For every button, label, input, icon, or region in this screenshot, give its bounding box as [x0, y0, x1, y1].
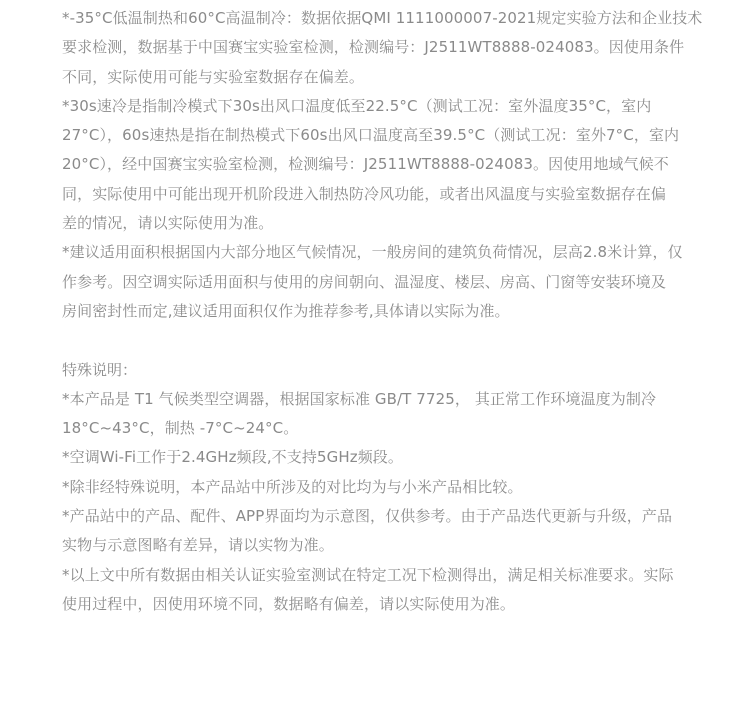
text-line: *30s速冷是指制冷模式下30s出风口温度低至22.5°C（测试工况：室外温度35°C，室内	[62, 96, 652, 115]
text-line: *本产品是 T1 气候类型空调器，根据国家标准 GB/T 7725， 其正常工作环境温度为制冷	[62, 389, 657, 408]
text-line: *建议适用面积根据国内大部分地区气候情况，一般房间的建筑负荷情况，层高2.8米计算，仅	[62, 243, 683, 262]
special-item-climate-type	[62, 385, 702, 444]
disclaimer-document	[62, 4, 702, 619]
text-line: 18°C~43°C，制热 -7°C~24°C。	[62, 419, 299, 438]
special-notes-section	[62, 356, 702, 620]
text-line: 要求检测，数据基于中国赛宝实验室检测，检测编号：J2511WT8888-024083。因使用条件	[62, 38, 685, 57]
text-line: 作参考。因空调实际适用面积与使用的房间朝向、温湿度、楼层、房高、门窗等安装环境及	[62, 272, 667, 291]
note-applicable-area	[62, 238, 702, 326]
text-line: 27°C），60s速热是指在制热模式下60s出风口温度高至39.5°C（测试工况：室外7°C，室内	[62, 126, 680, 145]
text-line: 20°C），经中国赛宝实验室检测，检测编号：J2511WT8888-024083。因使用地域气候不	[62, 155, 669, 174]
note-fast-cool-heat	[62, 92, 702, 238]
text-line: *空调Wi-Fi工作于2.4GHz频段,不支持5GHz频段。	[62, 448, 404, 467]
text-line: *产品站中的产品、配件、APP界面均为示意图，仅供参考。由于产品迭代更新与升级，产品	[62, 507, 673, 526]
text-line: *-35°C低温制热和60°C高温制冷：数据依据QMI 1111000007-2021规定实验方法和企业技术	[62, 9, 703, 27]
note-low-high-temp	[62, 4, 702, 92]
special-notes-title: 特殊说明：	[62, 360, 138, 379]
text-line: *除非经特殊说明，本产品站中所涉及的对比均为与小米产品相比较。	[62, 477, 523, 496]
text-line: *以上文中所有数据由相关认证实验室测试在特定工况下检测得出，满足相关标准要求。实际	[62, 565, 674, 584]
special-item-illustration	[62, 502, 702, 561]
special-item-comparison	[62, 473, 702, 502]
special-item-test-data	[62, 561, 702, 620]
text-line: 差的情况，请以实际使用为准。	[62, 214, 274, 233]
text-line: 不同，实际使用可能与实验室数据存在偏差。	[62, 67, 365, 86]
text-line: 同，实际使用中可能出现开机阶段进入制热防冷风功能，或者出风温度与实验室数据存在偏	[62, 184, 667, 203]
section-spacer	[62, 326, 702, 355]
text-line: 使用过程中，因使用环境不同，数据略有偏差，请以实际使用为准。	[62, 594, 516, 613]
text-line: 实物与示意图略有差异，请以实物为准。	[62, 536, 334, 555]
text-line: 房间密封性而定,建议适用面积仅作为推荐参考,具体请以实际为准。	[62, 301, 510, 320]
special-item-wifi	[62, 443, 702, 472]
